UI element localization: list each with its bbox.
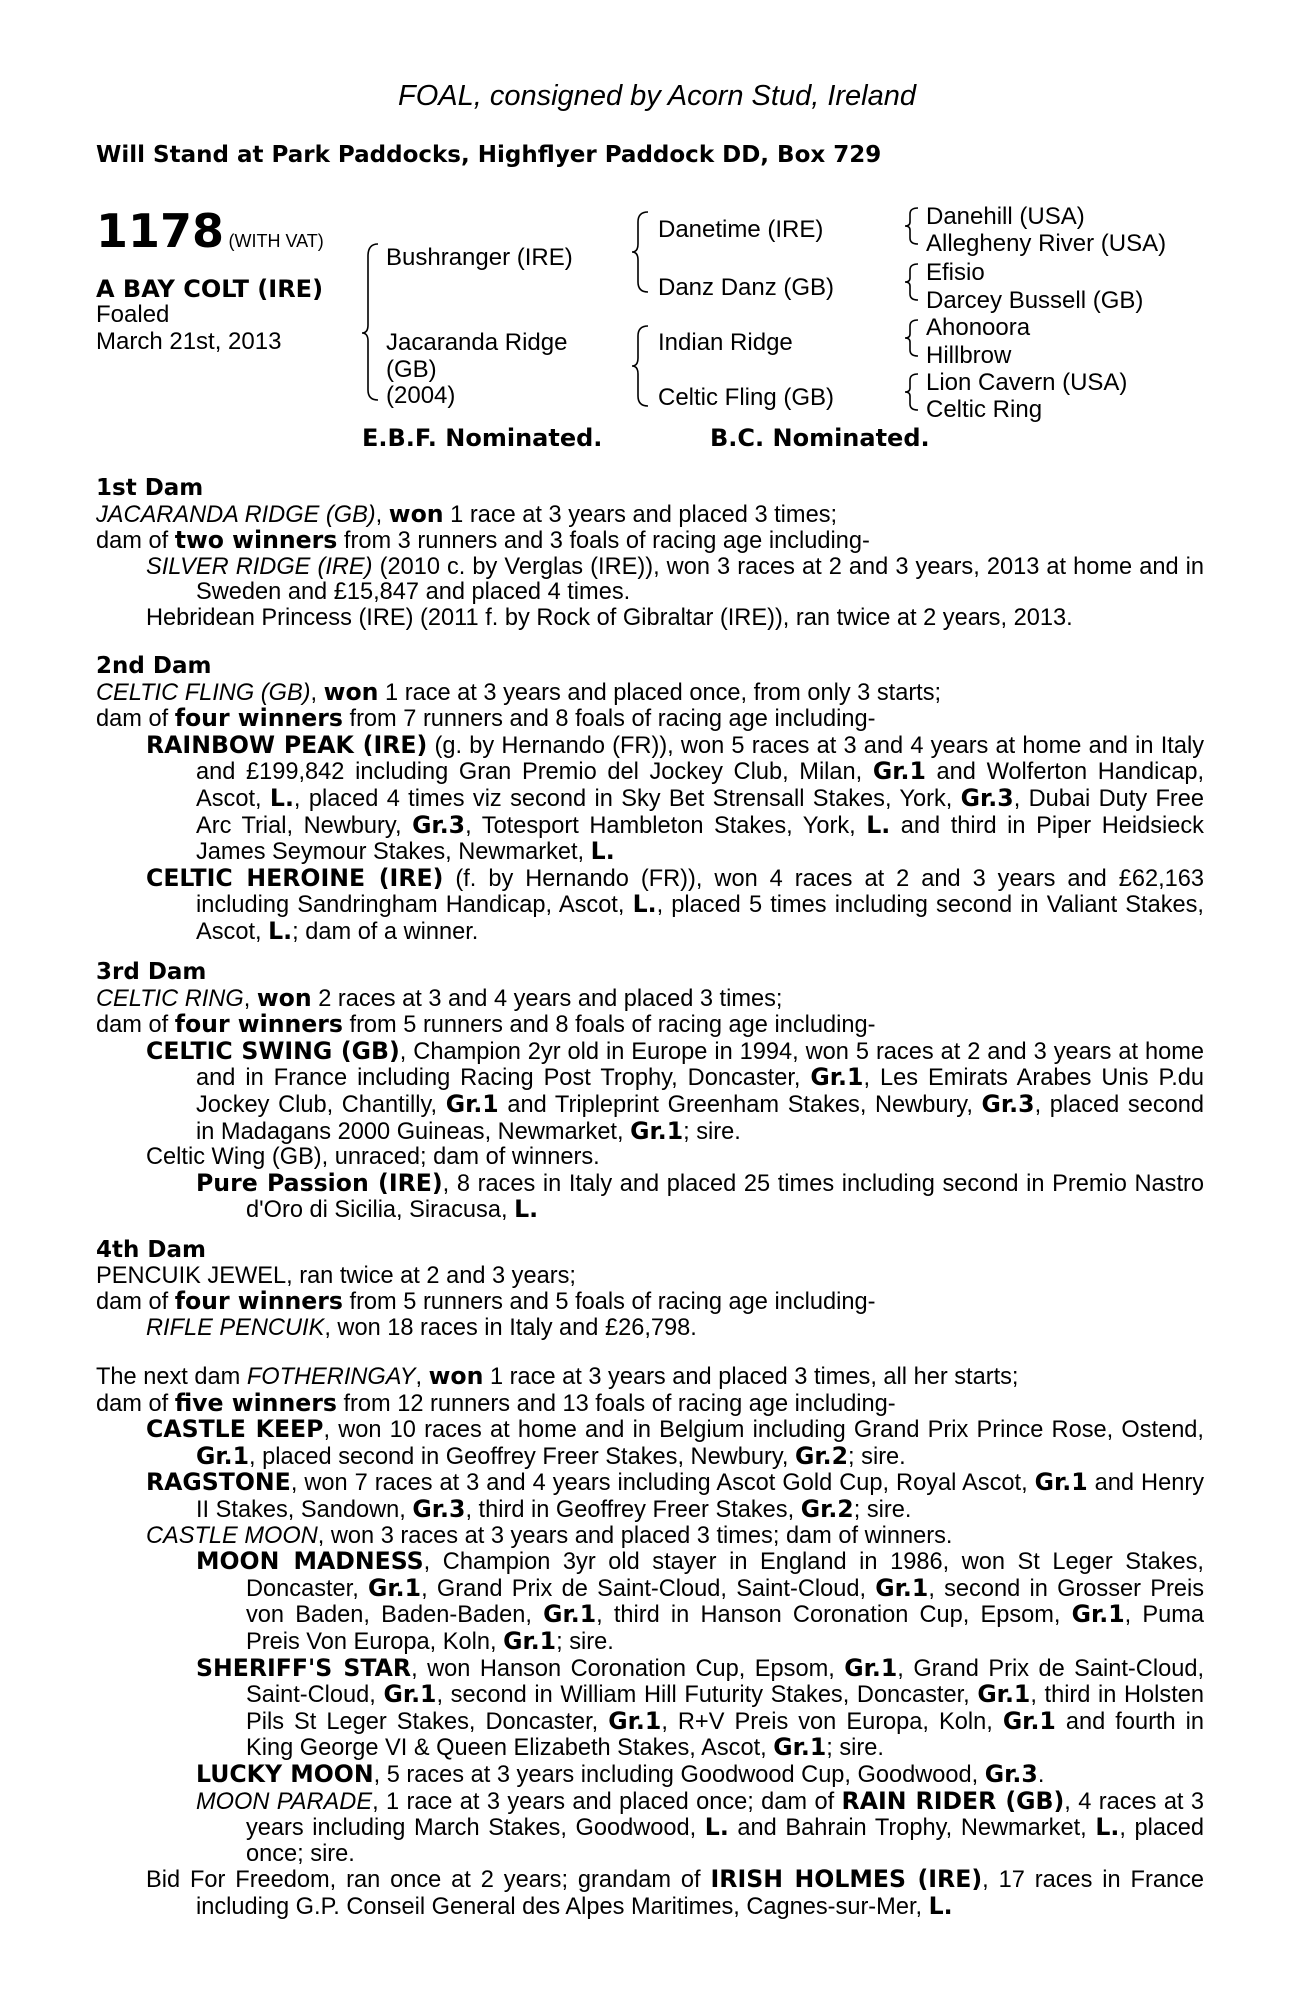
stabling-line: Will Stand at Park Paddocks, Highflyer Paddock DD, Box 729 (96, 142, 882, 168)
dam-sire: Indian Ridge (658, 329, 793, 356)
text: , R+V Preis von Europa, Koln, (661, 1708, 1003, 1735)
text: from 5 runners and 8 foals of racing age including- (342, 1012, 876, 1039)
dam-name: CELTIC FLING (GB) (96, 679, 311, 706)
produce-entry: Celtic Wing (GB), unraced; dam of winners. (146, 1144, 600, 1171)
dam-dam: Celtic Fling (GB) (658, 384, 835, 411)
produce-entry (96, 730, 1205, 866)
text: from 5 runners and 5 foals of racing age including- (342, 1289, 876, 1316)
ebf-nominated: E.B.F. Nominated. (362, 424, 603, 452)
text: , third in Hanson Coronation Cup, Epsom, (596, 1602, 1072, 1629)
text: ; sire. (556, 1628, 614, 1655)
text: 1 race at 3 years and placed once, from only 3 starts; (378, 679, 942, 706)
grade: Gr.3 (412, 1494, 466, 1523)
text: dam of (96, 1289, 175, 1316)
dam-produce-summary (96, 528, 1204, 555)
grade: L. (590, 837, 615, 866)
grade: Gr.1 (875, 1573, 929, 1602)
grade: L. (269, 783, 294, 812)
text: , Grand Prix de Saint-Cloud, Saint-Cloud, (246, 1655, 1204, 1709)
produce-name: MOON MADNESS (196, 1547, 424, 1576)
text: dam of (96, 528, 175, 555)
grade: Gr.1 (445, 1089, 499, 1118)
grade: Gr.1 (810, 1063, 864, 1092)
first-dam-section (96, 476, 1204, 632)
produce-name: IRISH HOLMES (IRE) (710, 1865, 983, 1894)
text: , won 3 races at 3 years and placed 3 times; dam of winners. (317, 1522, 953, 1549)
text: dam of (96, 1012, 175, 1039)
text: 1 race at 3 years and placed 3 times, all her starts; (483, 1364, 1019, 1390)
text: ; sire. (853, 1496, 912, 1523)
dam-produce-summary (96, 1388, 1204, 1418)
winners-count: four winners (174, 1010, 343, 1039)
text: . (1037, 1761, 1045, 1788)
produce-entry (96, 1524, 1204, 1550)
grade: Gr.1 (1034, 1468, 1088, 1497)
text: and third in Piper Heidsieck James Seymour Stakes, Newmarket, (196, 812, 1204, 866)
text: dam of (96, 1390, 175, 1417)
section-heading: 3rd Dam (96, 959, 207, 985)
text: , placed second in Geoffrey Freer Stakes, Newbury, (249, 1443, 796, 1470)
produce-entry (96, 1316, 1204, 1342)
text: , third in Holsten Pils St Leger Stakes, Doncaster, (246, 1682, 1204, 1735)
text: and Bahrain Trophy, Newmarket, (728, 1815, 1096, 1842)
text: , (415, 1364, 429, 1390)
grade: Gr.1 (196, 1441, 250, 1470)
dam-name: CELTIC RING (96, 985, 244, 1012)
grade: Gr.1 (503, 1626, 557, 1655)
text: (2010 c. by Verglas (IRE)), won 3 races at 2 and 3 years, 2013 at home and in Sweden and £15,847 and placed 4 times. (196, 553, 1205, 606)
text: and fourth in King George VI & Queen Elizabeth Stakes, Ascot, (246, 1708, 1204, 1762)
text: and Tripleprint Greenham Stakes, Newbury, (498, 1091, 982, 1118)
grade: L. (704, 1813, 729, 1842)
produce-entry (96, 1470, 1204, 1523)
produce-entry (96, 555, 1204, 606)
grade: Gr.1 (872, 757, 926, 786)
text: ; sire. (848, 1443, 906, 1470)
grade: Gr.3 (981, 1089, 1035, 1118)
won-label: won (323, 677, 379, 706)
text: , placed 5 times including second in Valiant Stakes, Ascot, (196, 892, 1204, 945)
text: , second in Grosser Preis von Baden, Baden-Baden, (246, 1575, 1204, 1629)
grade: L. (928, 1891, 953, 1920)
grade: Gr.2 (795, 1441, 849, 1470)
grade: Gr.3 (984, 1759, 1038, 1788)
grade: Gr.1 (383, 1680, 437, 1709)
grade: Gr.2 (800, 1494, 854, 1523)
won-label: won (388, 499, 444, 528)
text: ; sire. (683, 1118, 741, 1145)
text: (g. by Hernando (FR)), won 5 races at 3 and 4 years at home and in Italy and £199,842 including Gran Premio del Jockey Club, Milan, (196, 732, 1204, 786)
grade: L. (514, 1195, 539, 1224)
dam-summary (96, 499, 1204, 529)
produce-entry (96, 1867, 1204, 1920)
text: , Champion 2yr old in Europe in 1994, won 5 races at 2 and 3 years at home and in France including Racing Post Trophy, Doncaster, (196, 1038, 1204, 1092)
text: , won 10 races at home and in Belgium including Grand Prix Prince Rose, Ostend, (323, 1417, 1204, 1444)
text: , 17 races in France including G.P. Conseil General des Alpes Maritimes, Cagnes-sur-Mer, (196, 1867, 1204, 1920)
dam-name: JACARANDA RIDGE (GB) (96, 501, 376, 528)
text: from 12 runners and 13 foals of racing age including- (336, 1390, 896, 1417)
text: ; sire. (826, 1735, 884, 1762)
text: 2 races at 3 and 4 years and placed 3 times; (311, 985, 783, 1012)
dam-produce-summary (96, 1012, 1204, 1039)
pedigree-dds: Lion Cavern (USA) (926, 369, 1128, 396)
dam-line-3: (2004) (386, 382, 456, 409)
bc-nominated: B.C. Nominated. (710, 424, 930, 452)
pedigree-ssd: Allegheny River (USA) (926, 230, 1167, 257)
sire-dam: Danz Danz (GB) (658, 274, 835, 301)
produce-name: Pure Passion (IRE) (196, 1168, 443, 1197)
text: , won 18 races in Italy and £26,798. (324, 1314, 697, 1341)
dam-summary (96, 1364, 1204, 1391)
text: The next dam (96, 1364, 247, 1390)
produce-entry (96, 1036, 1205, 1145)
section-heading: 2nd Dam (96, 653, 212, 679)
winners-count: four winners (174, 1287, 343, 1316)
text: , second in William Hill Futurity Stakes, Doncaster, (436, 1682, 978, 1709)
dam-name: FOTHERINGAY (246, 1364, 416, 1390)
grade: Gr.1 (1002, 1706, 1056, 1735)
produce-name: RAIN RIDER (GB) (841, 1786, 1065, 1815)
text: 1 race at 3 years and placed 3 times; (443, 501, 838, 528)
text: , (375, 501, 389, 528)
produce-name: CELTIC SWING (GB) (146, 1036, 400, 1065)
text: , Les Emirats Arabes Unis P.du Jockey Club, Chantilly, (196, 1065, 1205, 1118)
produce-entry (96, 863, 1204, 946)
grade: L. (1095, 1813, 1120, 1842)
produce-entry (96, 1786, 1205, 1868)
pedigree-dsd: Hillbrow (926, 342, 1012, 369)
pedigree-sss: Danehill (USA) (926, 203, 1085, 230)
text: and Henry II Stakes, Sandown, (196, 1470, 1204, 1523)
section-heading: 4th Dam (96, 1237, 206, 1263)
third-dam-section (96, 960, 1204, 1224)
text: , 4 races at 3 years including March Stakes, Goodwood, (246, 1788, 1204, 1842)
text: and Wolferton Handicap, Ascot, (196, 759, 1205, 812)
dam-line-2: (GB) (386, 356, 437, 383)
produce-entry: Hebridean Princess (IRE) (2011 f. by Rock of Gibraltar (IRE)), ran twice at 2 years, 2013. (146, 604, 1073, 631)
text: , placed second in Madagans 2000 Guineas, Newmarket, (196, 1091, 1205, 1145)
text: , won Hanson Coronation Cup, Epsom, (411, 1655, 845, 1682)
text: , 8 races in Italy and placed 25 times including second in Premio Nastro d'Oro di Sicilia, Siracusa, (246, 1170, 1204, 1224)
pedigree-dss: Ahonoora (926, 314, 1031, 341)
sire: Bushranger (IRE) (386, 244, 573, 271)
pedigree-sds: Efisio (926, 259, 985, 286)
dam-produce-summary (96, 706, 1204, 733)
produce-name: RAGSTONE (146, 1468, 291, 1497)
text: , (243, 985, 257, 1012)
consignor-line: FOAL, consigned by Acorn Stud, Ireland (398, 80, 916, 112)
grade: L. (632, 890, 657, 919)
pedigree-ddd: Celtic Ring (926, 396, 1043, 423)
produce-entry (96, 1417, 1204, 1470)
foaled-date: March 21st, 2013 (96, 328, 282, 355)
next-dam-section (96, 1364, 1204, 1920)
text: , Grand Prix de Saint-Cloud, Saint-Cloud, (421, 1575, 876, 1602)
grade: Gr.3 (960, 783, 1014, 812)
text: , third in Geoffrey Freer Stakes, (465, 1496, 801, 1523)
dam-produce-summary (96, 1289, 1204, 1316)
text: , 5 races at 3 years including Goodwood Cup, Goodwood, (373, 1761, 985, 1788)
fourth-dam-section (96, 1238, 1204, 1341)
text: , (310, 679, 324, 706)
winners-count: two winners (174, 526, 338, 555)
text: , Totesport Hambleton Stakes, York, (465, 812, 867, 839)
produce-name: SHERIFF'S STAR (196, 1653, 412, 1682)
won-label: won (428, 1362, 484, 1390)
text: , Dubai Duty Free Arc Trial, Newbury, (196, 785, 1204, 839)
text: from 3 runners and 3 foals of racing age including- (337, 528, 870, 555)
second-dam-section (96, 654, 1204, 946)
text: , won 7 races at 3 and 4 years including Ascot Gold Cup, Royal Ascot, (290, 1470, 1035, 1497)
text: , 1 race at 3 years and placed once; dam of (372, 1788, 842, 1815)
dam-summary: PENCUIK JEWEL, ran twice at 2 and 3 years; (96, 1262, 576, 1289)
grade: Gr.1 (844, 1653, 898, 1682)
section-heading: 1st Dam (96, 475, 204, 501)
grade: Gr.1 (608, 1706, 662, 1735)
produce-entry (96, 1168, 1204, 1224)
dam-line-1: Jacaranda Ridge (386, 329, 568, 356)
dam-summary (96, 677, 1204, 707)
winners-count: four winners (174, 704, 343, 733)
foaled-label: Foaled (96, 301, 170, 328)
vat-label: (WITH VAT) (228, 231, 324, 251)
text: from 7 runners and 8 foals of racing age including- (342, 706, 876, 733)
grade: Gr.3 (412, 810, 466, 839)
produce-name: RAINBOW PEAK (IRE) (146, 730, 428, 759)
produce-name: RIFLE PENCUIK (146, 1314, 325, 1341)
text: , placed once; sire. (246, 1815, 1205, 1867)
pedigree-sdd: Darcey Bussell (GB) (926, 287, 1144, 314)
grade: Gr.1 (368, 1573, 422, 1602)
produce-entry (96, 1549, 1204, 1655)
text: dam of (96, 706, 175, 733)
text: , placed 4 times viz second in Sky Bet Strensall Stakes, York, (293, 785, 961, 812)
won-label: won (256, 983, 312, 1012)
text: (f. by Hernando (FR)), won 4 races at 2 and 3 years and £62,163 including Sandringham Handicap, Ascot, (196, 865, 1204, 919)
sire-sire: Danetime (IRE) (658, 216, 824, 243)
dam-summary (96, 983, 1204, 1013)
grade: L. (866, 810, 891, 839)
produce-name: SILVER RIDGE (IRE) (146, 553, 373, 580)
text: Bid For Freedom, ran once at 2 years; grandam of (146, 1867, 711, 1894)
grade: Gr.1 (630, 1116, 684, 1145)
produce-name: LUCKY MOON (196, 1759, 374, 1788)
produce-name: CELTIC HEROINE (IRE) (146, 863, 444, 892)
grade: Gr.1 (977, 1680, 1031, 1709)
text: , Puma Preis Von Europa, Koln, (246, 1602, 1204, 1655)
winners-count: five winners (174, 1388, 337, 1417)
produce-entry (96, 1759, 1204, 1789)
horse-name: A BAY COLT (IRE) (96, 275, 324, 303)
grade: Gr.1 (543, 1600, 597, 1629)
produce-name: CASTLE MOON (146, 1522, 318, 1549)
text: , Champion 3yr old stayer in England in 1986, won St Leger Stakes, Doncaster, (246, 1549, 1204, 1602)
produce-name: CASTLE KEEP (146, 1415, 324, 1444)
lot-number: 1178 (96, 204, 225, 258)
grade: Gr.1 (773, 1733, 827, 1762)
produce-name: MOON PARADE (196, 1788, 373, 1815)
grade: Gr.1 (1071, 1600, 1125, 1629)
produce-entry (96, 1653, 1204, 1762)
grade: L. (268, 916, 293, 945)
text: ; dam of a winner. (292, 918, 479, 945)
